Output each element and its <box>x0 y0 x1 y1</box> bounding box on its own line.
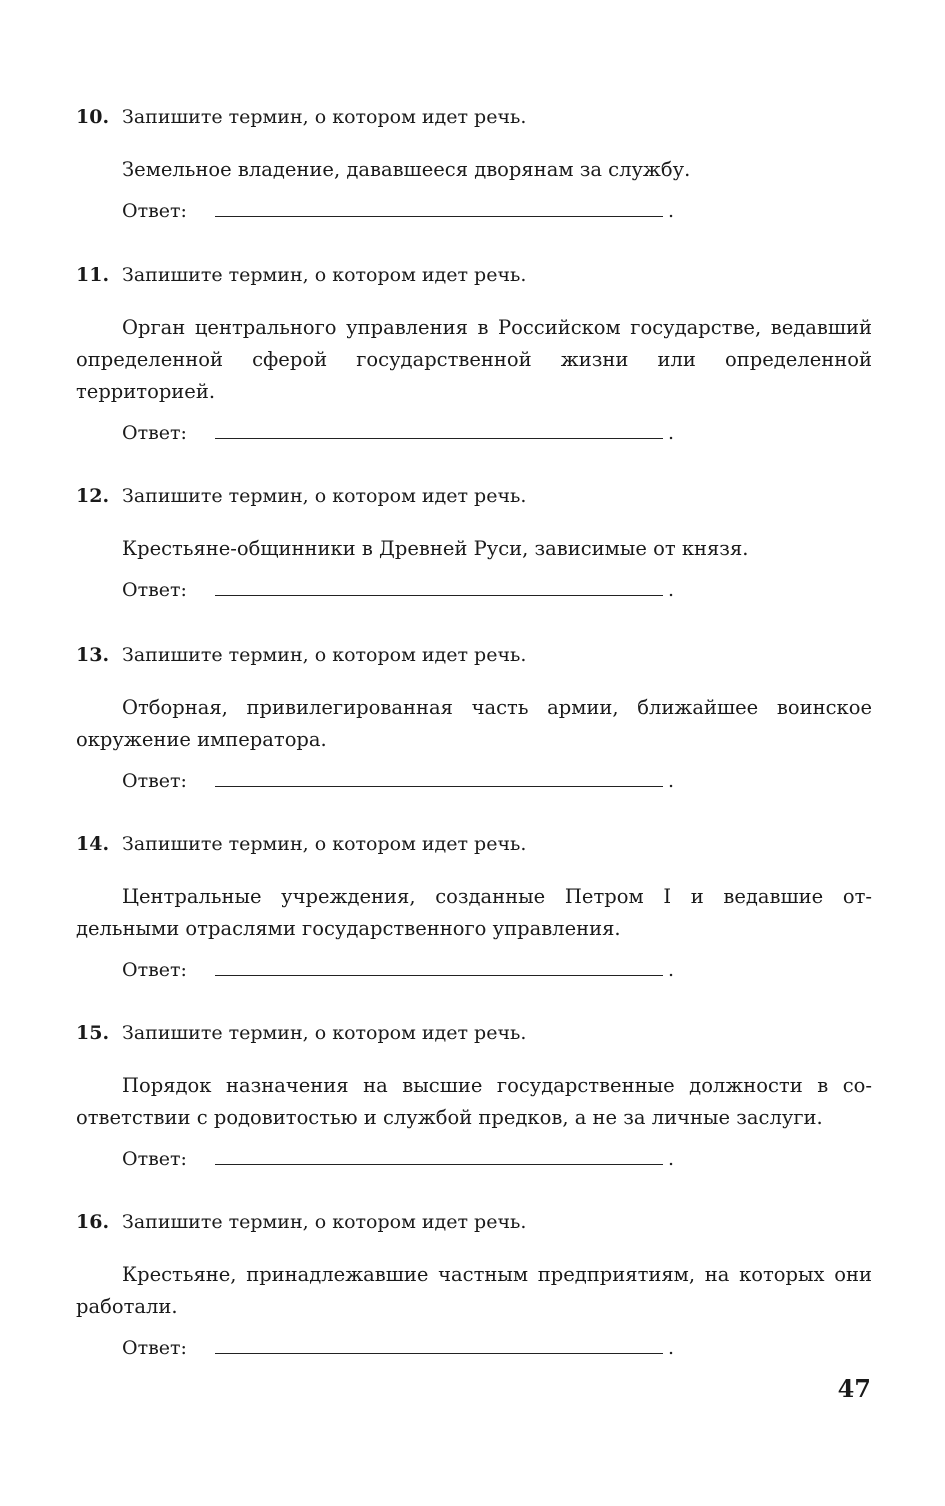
task-header <box>76 262 872 288</box>
task-number: 10. <box>76 106 110 128</box>
task-instruction: Запишите термин, о котором идет речь. <box>122 644 527 666</box>
task-number: 15. <box>76 1022 110 1044</box>
task-number: 11. <box>76 264 110 286</box>
answer-label: Ответ: <box>122 1337 187 1359</box>
answer-period: . <box>668 422 675 444</box>
answer-label: Ответ: <box>122 422 187 444</box>
answer-period: . <box>668 1337 675 1359</box>
task-definition: Порядок назначения на высшие государственные должности в соответствии с родовитостью и службой предков, а не за личные заслуги. <box>76 1074 872 1129</box>
page-number: 47 <box>837 1374 871 1403</box>
task-header <box>76 831 872 857</box>
task-instruction: Запишите термин, о котором идет речь. <box>122 833 527 855</box>
answer-row <box>122 575 872 605</box>
task-definition: Крестьяне, принадлежавшие частным предприятиям, на которых они работали. <box>76 1263 872 1318</box>
answer-row <box>122 1144 872 1174</box>
task-16 <box>76 1209 872 1363</box>
answer-label: Ответ: <box>122 579 187 601</box>
answer-line[interactable] <box>215 438 663 439</box>
answer-row <box>122 196 872 226</box>
task-instruction: Запишите термин, о котором идет речь. <box>122 485 527 507</box>
task-definition: Крестьяне-общинники в Древней Руси, зависимые от князя. <box>122 537 749 560</box>
task-header <box>76 1209 872 1235</box>
task-number: 16. <box>76 1211 110 1233</box>
answer-label: Ответ: <box>122 959 187 981</box>
answer-line[interactable] <box>215 595 663 596</box>
task-instruction: Запишите термин, о котором идет речь. <box>122 264 527 286</box>
task-13 <box>76 642 872 796</box>
answer-period: . <box>668 1148 675 1170</box>
task-definition: Центральные учреждения, созданные Петром I и ведавшие отдельными отраслями государственного управления. <box>76 885 872 940</box>
task-definition: Земельное владение, дававшееся дворянам за службу. <box>122 158 691 181</box>
answer-line[interactable] <box>215 1353 663 1354</box>
task-11 <box>76 262 872 448</box>
answer-label: Ответ: <box>122 770 187 792</box>
answer-period: . <box>668 959 675 981</box>
answer-row <box>122 955 872 985</box>
answer-line[interactable] <box>215 216 663 217</box>
answer-line[interactable] <box>215 1164 663 1165</box>
answer-line[interactable] <box>215 975 663 976</box>
task-header <box>76 1020 872 1046</box>
task-10 <box>76 104 872 226</box>
answer-row <box>122 766 872 796</box>
answer-label: Ответ: <box>122 200 187 222</box>
answer-row <box>122 418 872 448</box>
task-number: 12. <box>76 485 110 507</box>
task-number: 13. <box>76 644 110 666</box>
task-header <box>76 104 872 130</box>
answer-period: . <box>668 579 675 601</box>
task-header <box>76 642 872 668</box>
task-instruction: Запишите термин, о котором идет речь. <box>122 106 527 128</box>
answer-row <box>122 1333 872 1363</box>
answer-period: . <box>668 770 675 792</box>
task-14 <box>76 831 872 985</box>
task-instruction: Запишите термин, о котором идет речь. <box>122 1022 527 1044</box>
task-definition: Орган центрального управления в Российском государстве, ведавший определенной сферой государственной жизни или определенной территорией. <box>76 316 872 403</box>
task-number: 14. <box>76 833 110 855</box>
task-instruction: Запишите термин, о котором идет речь. <box>122 1211 527 1233</box>
answer-period: . <box>668 200 675 222</box>
task-header <box>76 483 872 509</box>
task-12 <box>76 483 872 605</box>
task-15 <box>76 1020 872 1174</box>
answer-label: Ответ: <box>122 1148 187 1170</box>
answer-line[interactable] <box>215 786 663 787</box>
task-definition: Отборная, привилегированная часть армии, ближайшее воинское окружение императора. <box>76 696 872 751</box>
